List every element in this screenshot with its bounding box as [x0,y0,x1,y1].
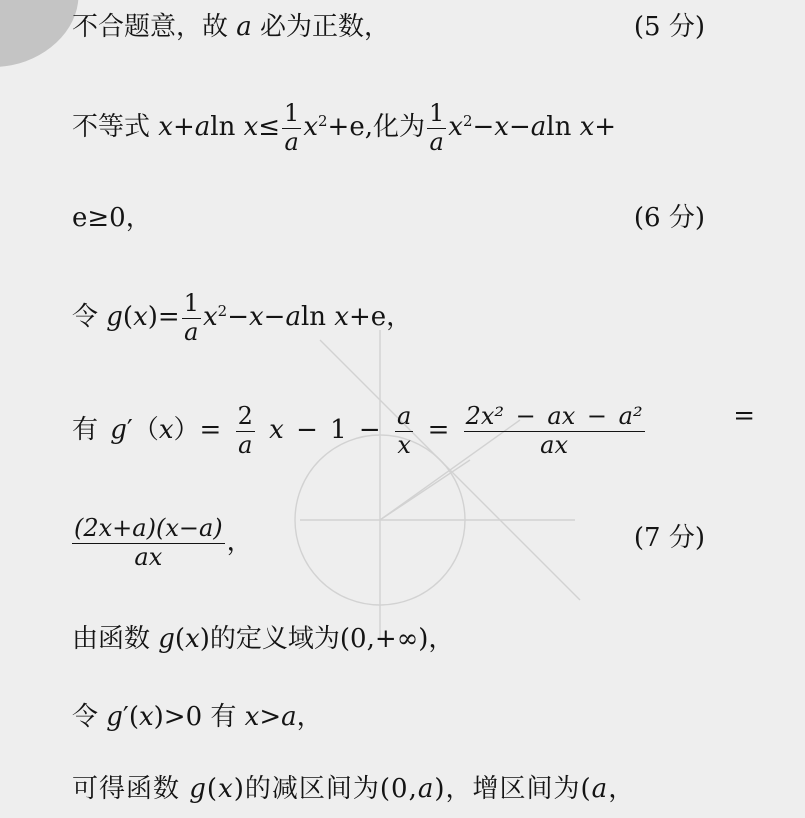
text: 可得函数 [72,774,190,804]
exponent: 2 [217,302,228,321]
numerator: a [396,402,412,430]
exponent: 2 [318,112,328,131]
fn-name: g [189,774,207,804]
numerator: 1 [284,99,300,127]
var: x [133,302,148,333]
op: − [508,112,531,143]
var: a [530,112,547,143]
var: a [281,702,297,732]
numerator: 2 [237,402,253,430]
denominator: a [238,430,253,459]
paren: )= [147,302,180,333]
var: x [494,112,509,143]
var: a [285,302,301,333]
var: x [303,112,318,143]
fraction [72,515,225,571]
var: x [185,624,200,654]
text-line-5 [72,403,755,459]
text-line-7 [72,626,755,652]
fraction [236,403,255,459]
text-line-3 [72,205,755,231]
text: 必为正数， [251,12,391,42]
denominator: a [184,317,199,346]
fn: ln [210,112,244,143]
op: = [427,415,450,446]
text-line-4 [72,290,755,346]
score-label: (6 分) [633,203,705,233]
text: )，增区间为( [434,774,592,804]
score-label: (7 分) [633,523,705,553]
denominator: a [284,127,299,156]
fraction [182,290,201,346]
var: a [417,774,435,804]
numerator: (2x+a)(x−a) [74,514,223,542]
fraction [282,100,301,156]
var: x [334,302,349,333]
var: x [248,302,264,333]
paren: ( [122,302,134,333]
text: )的减区间为(0, [233,774,418,804]
op: > [259,702,282,732]
text: 不等式 [72,112,159,143]
paren: （ [132,415,159,446]
var: a [591,774,609,804]
var: a [194,112,211,143]
text: +e， [348,302,413,333]
op: − 1 − [296,415,381,446]
denominator: ax [134,542,163,571]
numerator: 1 [428,99,445,127]
fn-name: g [106,302,123,333]
text: 令 [72,302,107,333]
var: a [236,12,252,42]
text: 不合题意，故 [72,12,237,42]
exponent: 2 [462,112,473,131]
text: )>0 有 [153,702,245,732]
text: 由函数 [72,624,159,654]
fn: ln [546,112,580,143]
op: − [472,112,495,143]
fn-name: g [110,415,127,446]
text: ， [608,774,636,804]
numerator: 1 [183,289,199,317]
op: = [733,401,755,431]
paren: ( [174,624,186,654]
denominator: a [429,127,444,156]
var: x [448,112,463,143]
var: x [138,702,154,732]
prime: ′ [126,415,133,446]
op: − [263,302,286,333]
var: x [269,415,284,446]
paren: ( [206,774,219,804]
text-line-2 [72,100,755,156]
text-line-6 [72,515,755,571]
op: + [594,112,617,143]
var: x [244,702,260,732]
var: x [579,112,595,143]
fraction [464,403,645,459]
text: )的定义域为(0,+∞)， [199,624,455,654]
paren: ）= [173,415,222,446]
text-line-8 [72,704,755,730]
prime: ′( [122,702,139,732]
text: 有 [72,415,111,446]
text: ， [226,527,253,558]
var: x [243,112,259,143]
denominator: x [397,430,411,459]
denominator: ax [540,430,569,459]
text: +e,化为 [327,112,425,143]
text-line-1 [72,14,755,40]
fn: ln [300,302,335,333]
op: − [227,302,249,333]
text: ， [296,702,323,732]
var: x [218,774,234,804]
score-label: (5 分) [633,12,705,42]
fn-name: g [106,702,123,732]
text: e≥0， [72,203,152,233]
var: x [158,112,173,143]
var: x [158,415,174,446]
text: 令 [72,702,107,732]
op: + [172,112,195,143]
var: x [202,302,218,333]
numerator: 2x² − ax − a² [465,402,643,430]
text-line-9 [72,776,755,802]
fraction [427,100,446,156]
fn-name: g [158,624,175,654]
op: ≤ [258,112,281,143]
fraction [395,403,413,459]
